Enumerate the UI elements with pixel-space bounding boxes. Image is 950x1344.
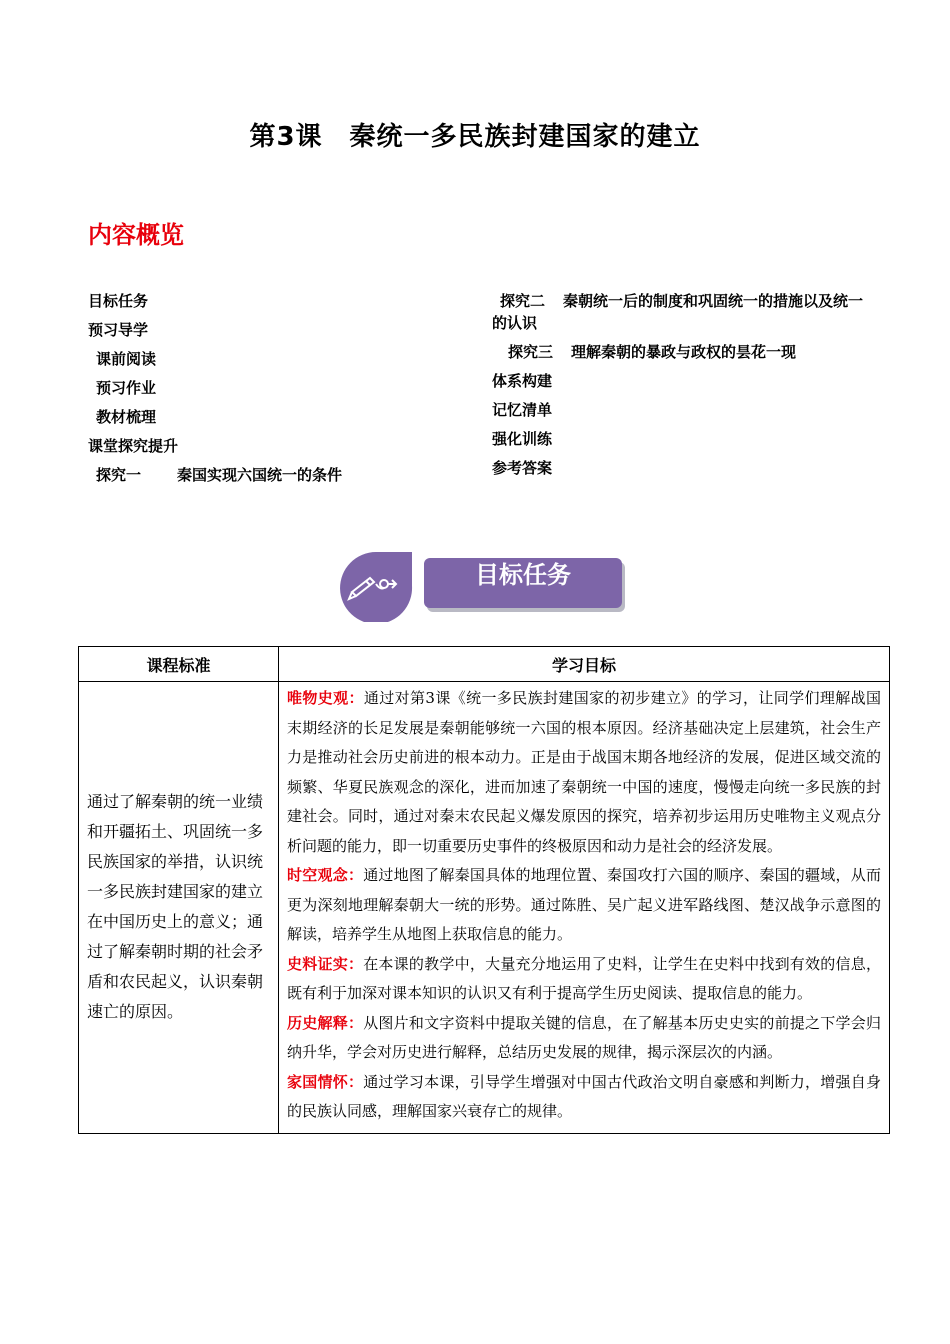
objective-text: 通过对第3课《统一多民族封建国家的初步建立》的学习，让同学们理解战国末期经济的长足发展是秦朝能够统一六国的根本原因。经济基础决定上层建筑，社会生产力是推动社会历史前进的根本动力。正是由于战国末期各地经济的发展，促进区域交流的频繁、华夏民族观念的深化，进而加速了秦朝统一中国的速度，慢慢走向统一多民族的封建社会。同时，通过对秦末农民起义爆发原因的探究，培养初步运用历史唯物主义观点分析问题的能力，即一切重要历史事件的终极原因和动力是社会的经济发展。 [287,689,881,855]
toc-item-memory-list[interactable]: 记忆清单 [492,401,553,419]
toc-item-reinforcement[interactable]: 强化训练 [492,430,553,448]
header-curriculum-standard: 课程标准 [79,647,279,682]
banner-label: 目标任务 [475,561,571,589]
toc-item-target-tasks[interactable]: 目标任务 [88,292,149,310]
table-header-row [79,647,890,682]
toc-item-inquiry-3[interactable] [492,338,872,367]
toc-item-system-construction[interactable]: 体系构建 [492,372,553,390]
banner-label-box [424,558,622,608]
toc-left-column [88,287,468,490]
inquiry-2-number: 探究二 [500,292,546,310]
page-title: 第3课 秦统一多民族封建国家的建立 [249,122,701,152]
objective-item [287,861,881,950]
inquiry-1-number: 探究一 [96,466,142,484]
objective-label: 唯物史观： [287,689,364,707]
objective-text: 通过地图了解秦国具体的地理位置、秦国攻打六国的顺序、秦国的疆域，从而更为深刻地理解秦朝大一统的形势。通过陈胜、吴广起义进军路线图、楚汉战争示意图的解读，培养学生从地图上获取信息的能力。 [287,866,881,943]
learning-objectives-cell [279,682,890,1134]
toc-item-pre-class-reading[interactable]: 课前阅读 [96,350,157,368]
pen-nib-icon [336,546,414,622]
objective-label: 家国情怀： [287,1072,364,1091]
objective-text: 从图片和文字资料中提取关键的信息，在了解基本历史史实的前提之下学会归纳升华，学会对历史进行解释，总结历史发展的规律，揭示深层次的内涵。 [287,1013,881,1061]
toc-item-preview-guide[interactable]: 预习导学 [88,321,149,339]
toc-right-column [492,287,872,483]
objective-item [287,950,881,1009]
inquiry-3-title: 理解秦朝的暴政与政权的昙花一现 [571,343,797,361]
goals-table [78,646,890,1134]
inquiry-3-number: 探究三 [508,343,554,361]
objective-label: 史料证实： [287,954,364,973]
toc-item-classroom-inquiry[interactable]: 课堂探究提升 [88,437,179,455]
curriculum-standard-cell: 通过了解秦朝的统一业绩和开疆拓土、巩固统一多民族国家的举措，认识统一多民族封建国家的建立在中国历史上的意义；通过了解秦朝时期的社会矛盾和农民起义，认识秦朝速亡的原因。 [79,682,279,1134]
toc-item-preview-homework[interactable]: 预习作业 [96,379,157,397]
toc-item-inquiry-2[interactable] [492,287,872,338]
objective-item [287,684,881,861]
objective-item [287,1068,881,1127]
toc-item-inquiry-1[interactable] [88,461,468,490]
inquiry-2-title: 秦朝统一后的制度和巩固统一的措施以及统一的认识 [492,292,864,332]
toc-item-answers[interactable]: 参考答案 [492,459,553,477]
objective-item [287,1009,881,1068]
objective-text: 在本课的教学中，大量充分地运用了史料，让学生在史料中找到有效的信息，既有利于加深对课本知识的认识又有利于提高学生历史阅读、提取信息的能力。 [287,954,881,1002]
overview-heading: 内容概览 [88,221,184,249]
header-learning-objectives: 学习目标 [279,647,890,682]
toc-item-textbook-outline[interactable]: 教材梳理 [96,408,157,426]
objective-label: 时空观念： [287,866,364,884]
objective-text: 通过学习本课，引导学生增强对中国古代政治文明自豪感和判断力，增强自身的民族认同感，理解国家兴衰存亡的规律。 [287,1072,881,1120]
section-banner [332,540,632,625]
table-row [79,682,890,1134]
objective-label: 历史解释： [287,1013,364,1032]
inquiry-1-title: 秦国实现六国统一的条件 [177,466,343,484]
